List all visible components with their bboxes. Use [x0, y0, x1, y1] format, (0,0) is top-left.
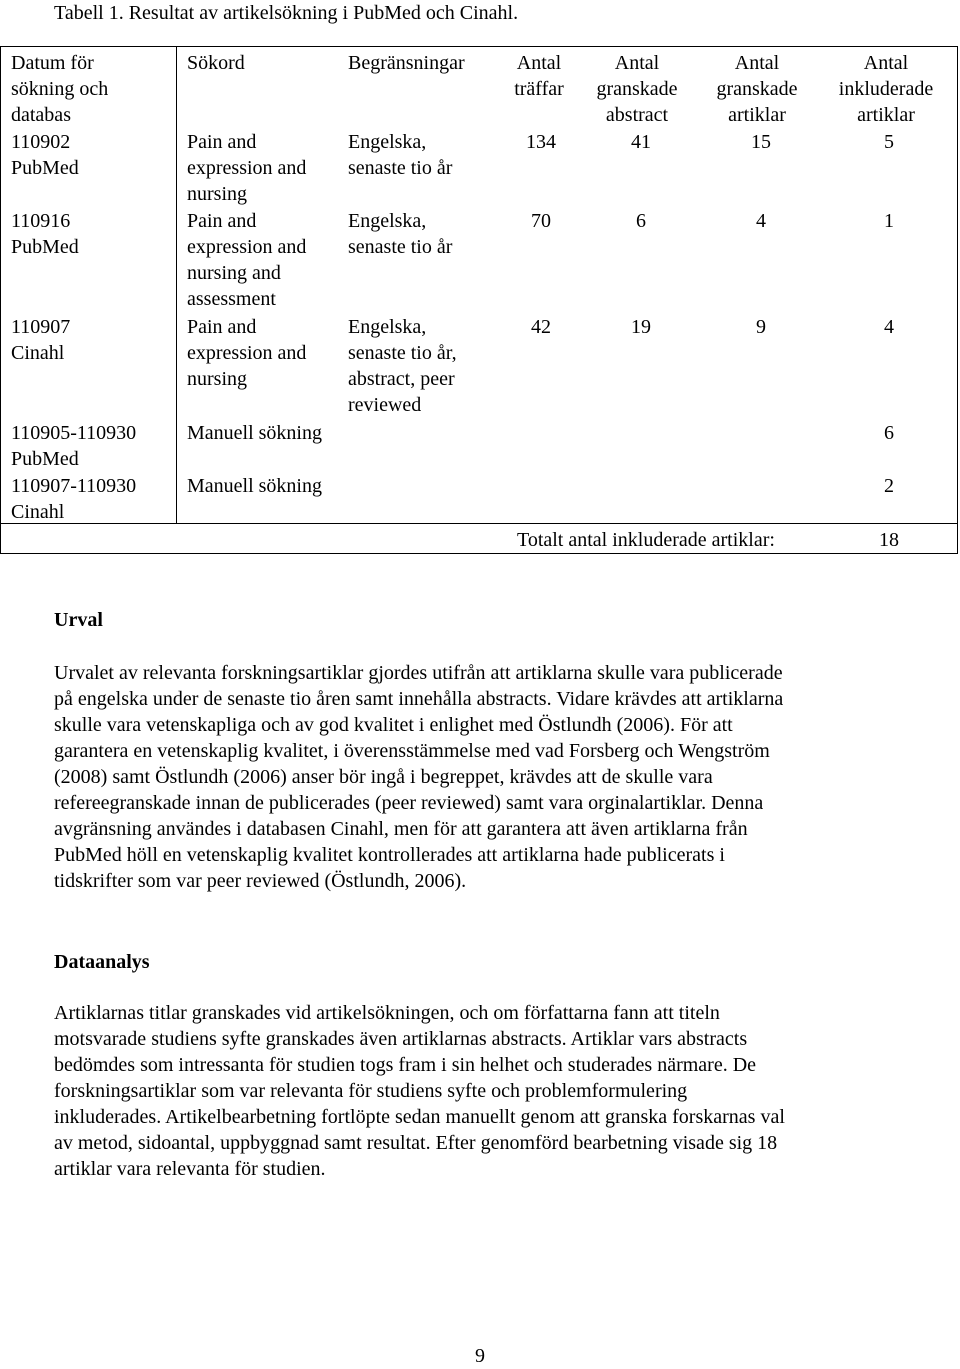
table-row-included: 4 — [884, 316, 894, 338]
table-row-sokord: Manuell sökning — [187, 422, 322, 444]
table-row-limits: Engelska, senaste tio år — [348, 210, 453, 258]
table-row-included: 6 — [884, 422, 894, 444]
table-row-hits: 134 — [526, 131, 556, 153]
search-results-table — [0, 46, 958, 554]
paragraph-dataanalys: Artiklarnas titlar granskades vid artikelsökningen, och om författarna fann att titeln motsvarade studiens syfte granskades även artiklarnas abstracts. Artiklar vars abstracts bedömdes som intressanta för studien togs fram i sin helhet och studerades närmare. De forskningsartiklar som var relevanta för studiens syfte och problemformulering inkluderades. Artikelbearbetning fortlöpte sedan manuellt genom att granska forskarnas val av metod, sidoantal, uppbyggnad samt resultat. Efter genomförd bearbetning visade sig 18 artiklar vara relevanta för studien. — [54, 1002, 785, 1180]
section-heading-urval: Urval — [54, 609, 103, 631]
header-sokord: Sökord — [187, 52, 245, 74]
header-artiklar: Antal granskade artiklar — [716, 52, 798, 126]
total-row-divider — [1, 523, 957, 524]
table-row-included: 1 — [884, 210, 894, 232]
paragraph-urval: Urvalet av relevanta forskningsartiklar gjordes utifrån att artiklarna skulle vara publicerade på engelska under de senaste tio åren samt innehålla abstracts. Vidare krävdes att artiklarna skulle vara vetenskapliga och av god kvalitet i enlighet med Östlundh (2006). För att garantera en vetenskaplig kvalitet, i överensstämmelse med vad Forsberg och Wengström (2008) samt Östlundh (2006) anser bör ingå i begreppet, krävdes att de skulle vara refereegranskade innan de publicerades (peer reviewed) samt vara orginalartiklar. Denna avgränsning användes i databasen Cinahl, men för att garantera att även artiklarna från PubMed höll en vetenskaplig kvalitet kontrollerades att artiklarna hade publicerats i tidskrifter som var peer reviewed (Östlundh, 2006). — [54, 662, 784, 892]
table-row-sokord: Pain and expression and nursing — [187, 131, 307, 205]
table-row-articles: 9 — [756, 316, 766, 338]
table-row-date: 110916 PubMed — [11, 210, 79, 258]
table-row-included: 2 — [884, 475, 894, 497]
table-row-sokord: Pain and expression and nursing and assessment — [187, 210, 307, 310]
header-begransningar: Begränsningar — [348, 52, 465, 74]
header-inkluderade: Antal inkluderade artiklar — [838, 52, 934, 126]
table-row-sokord: Pain and expression and nursing — [187, 316, 307, 390]
table-row-included: 5 — [884, 131, 894, 153]
table-row-abstracts: 41 — [631, 131, 651, 153]
table-row-limits: Engelska, senaste tio år — [348, 131, 453, 179]
table-row-date: 110907 Cinahl — [11, 316, 71, 364]
table-row-abstracts: 19 — [631, 316, 651, 338]
header-abstract: Antal granskade abstract — [596, 52, 678, 126]
page-number: 9 — [475, 1345, 485, 1367]
table-row-articles: 15 — [751, 131, 771, 153]
table-row-abstracts: 6 — [636, 210, 646, 232]
table-row-limits: Engelska, senaste tio år, abstract, peer reviewed — [348, 316, 457, 416]
table-row-date: 110907-110930 Cinahl — [11, 475, 137, 523]
table-row-articles: 4 — [756, 210, 766, 232]
table-row-date: 110905-110930 PubMed — [11, 422, 137, 470]
header-traffar: Antal träffar — [514, 52, 564, 100]
section-heading-dataanalys: Dataanalys — [54, 951, 150, 973]
total-label: Totalt antal inkluderade artiklar: — [517, 529, 775, 551]
table-caption: Tabell 1. Resultat av artikelsökning i PubMed och Cinahl. — [54, 2, 519, 24]
total-value: 18 — [879, 529, 899, 551]
header-date-db: Datum för sökning och databas — [11, 52, 109, 126]
column-divider — [176, 47, 177, 523]
table-row-sokord: Manuell sökning — [187, 475, 322, 497]
table-row-hits: 42 — [531, 316, 551, 338]
table-row-hits: 70 — [531, 210, 551, 232]
table-row-date: 110902 PubMed — [11, 131, 79, 179]
